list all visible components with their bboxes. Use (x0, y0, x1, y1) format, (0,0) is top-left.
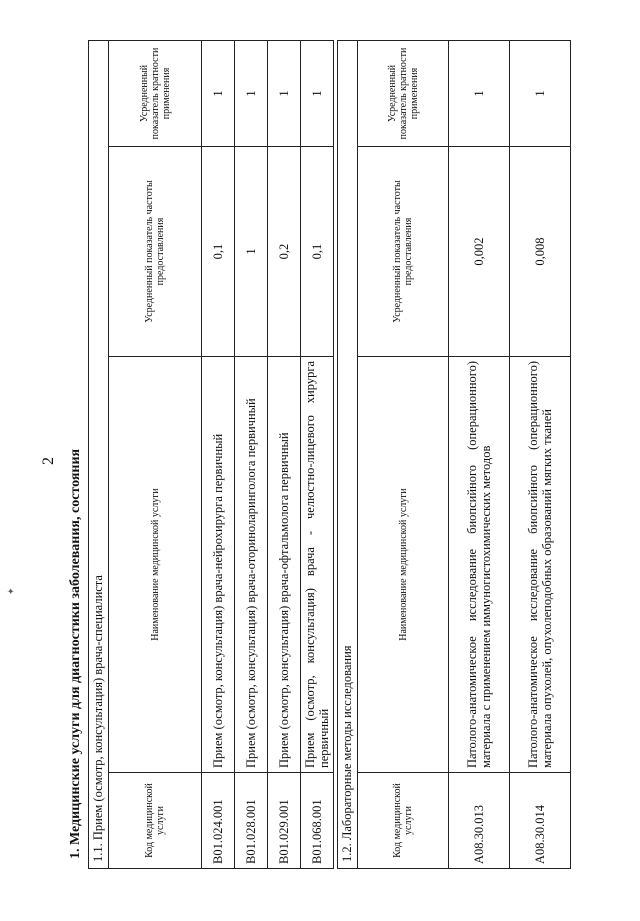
table-2-title: 1.2. Лабораторные методы исследования (338, 40, 358, 868)
table-row (449, 40, 510, 868)
table-row (510, 40, 571, 868)
table-header-row (109, 40, 202, 868)
header-name: Наименование медицинской услуги (358, 357, 449, 773)
header-code: Код медицинской услуги (109, 773, 202, 869)
row-multiplicity: 1 (301, 40, 334, 146)
table-title-row (338, 40, 358, 868)
table-row (202, 40, 235, 868)
row-frequency: 0,2 (268, 147, 301, 357)
row-code: A08.30.013 (449, 773, 510, 869)
row-code: A08.30.014 (510, 773, 571, 869)
row-frequency: 1 (235, 147, 268, 357)
row-frequency: 0,008 (510, 147, 571, 357)
row-name: Прием (осмотр, консультация) врача - челюстно-лицевого хирурга первичный (301, 357, 334, 773)
page-number: 2 (40, 457, 57, 465)
row-multiplicity: 1 (510, 40, 571, 146)
table-row (301, 40, 334, 868)
row-name: Прием (осмотр, консультация) врача-нейрохирурга первичный (202, 357, 235, 773)
header-name: Наименование медицинской услуги (109, 357, 202, 773)
row-code: B01.024.001 (202, 773, 235, 869)
header-frequency: Усредненный показатель частоты предоставления (109, 147, 202, 357)
row-code: B01.068.001 (301, 773, 334, 869)
header-multiplicity: Усредненный показатель кратности применения (358, 40, 449, 146)
row-frequency: 0,1 (202, 147, 235, 357)
row-multiplicity: 1 (202, 40, 235, 146)
row-name: Прием (осмотр, консультация) врача-оториноларинголога первичный (235, 357, 268, 773)
specialist-consultations-table (88, 40, 334, 869)
header-code: Код медицинской услуги (358, 773, 449, 869)
table-row (268, 40, 301, 868)
row-code: B01.029.001 (268, 773, 301, 869)
row-multiplicity: 1 (449, 40, 510, 146)
scan-mark-icon: ✦ (6, 587, 16, 595)
table-1-title: 1.1. Прием (осмотр, консультация) врача-специалиста (89, 40, 109, 868)
table-row (235, 40, 268, 868)
lab-methods-table (337, 40, 571, 869)
table-header-row (358, 40, 449, 868)
row-frequency: 0,1 (301, 147, 334, 357)
row-name: Патолого-анатомическое исследование биопсийного (операционного) материала опухолей, опухолеподобных образований мягких тканей (510, 357, 571, 773)
table-title-row (89, 40, 109, 868)
row-name: Прием (осмотр, консультация) врача-офтальмолога первичный (268, 357, 301, 773)
section-heading: 1. Медицинские услуги для диагностики заболевания, состояния (68, 448, 83, 859)
row-frequency: 0,002 (449, 147, 510, 357)
header-multiplicity: Усредненный показатель кратности применения (109, 40, 202, 146)
row-name: Патолого-анатомическое исследование биопсийного (операционного) материала с применением иммуногистохимических методов (449, 357, 510, 773)
row-multiplicity: 1 (268, 40, 301, 146)
row-code: B01.028.001 (235, 773, 268, 869)
header-frequency: Усредненный показатель частоты предоставления (358, 147, 449, 357)
row-multiplicity: 1 (235, 40, 268, 146)
